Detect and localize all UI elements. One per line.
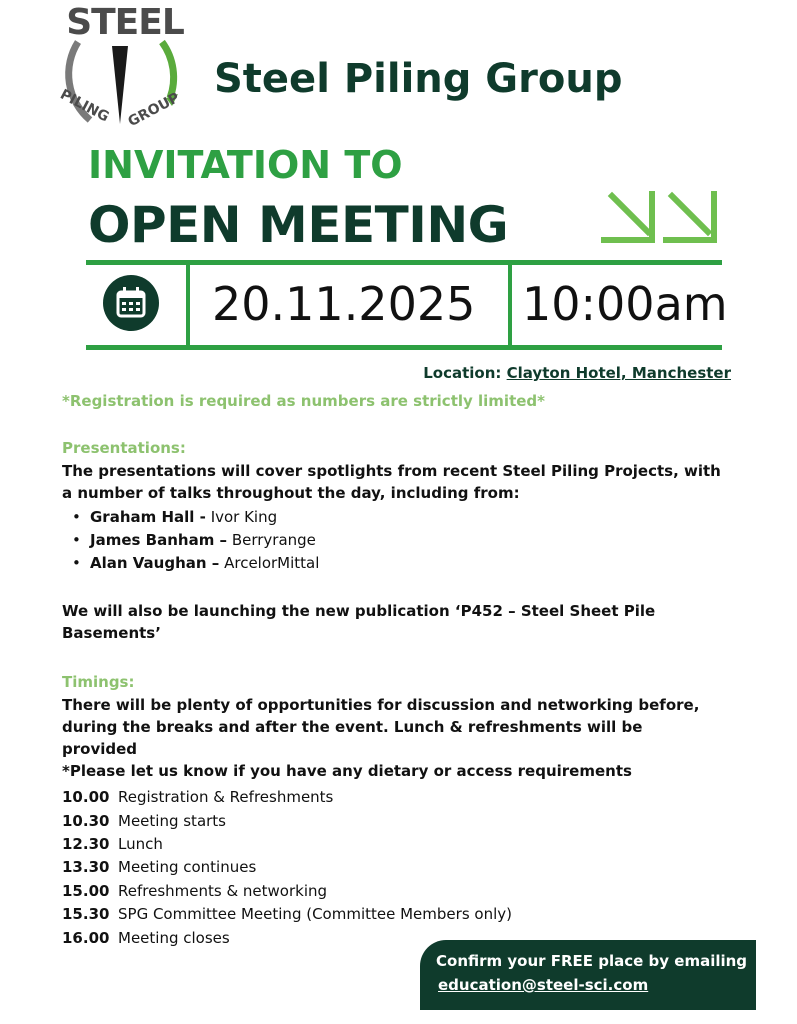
date-bar-divider (508, 260, 512, 350)
logo-text-steel: STEEL (66, 2, 184, 43)
presentations-intro (62, 460, 762, 504)
date-bar-bottom-border (86, 345, 722, 350)
org-name: Steel Piling Group (214, 56, 623, 102)
date-bar-divider (186, 260, 190, 350)
registration-note: *Registration is required as numbers are strictly limited* (62, 392, 545, 410)
schedule-desc: Registration & Refreshments (118, 788, 334, 806)
arrow-down-right-icon (600, 188, 724, 248)
speaker-company: ArcelorMittal (224, 554, 320, 572)
schedule-desc: Refreshments & networking (118, 882, 328, 900)
confirm-place-banner (420, 940, 756, 1010)
location-link[interactable]: Clayton Hotel, Manchester (506, 364, 731, 382)
schedule-desc: Lunch (118, 835, 163, 853)
schedule-desc: SPG Committee Meeting (Committee Members only) (118, 905, 512, 923)
speaker-name: Alan Vaughan – (90, 554, 220, 572)
schedule-desc: Meeting closes (118, 929, 230, 947)
speaker-name: Graham Hall - (90, 508, 206, 526)
timings-intro (62, 694, 762, 782)
schedule-time: 16.00 (62, 929, 110, 947)
schedule-item (62, 835, 163, 853)
schedule-time: 13.30 (62, 858, 110, 876)
publication-launch-line: We will also be launching the new publication ‘P452 – Steel Sheet Pile (62, 602, 656, 620)
schedule-item (62, 882, 327, 900)
logo-text-piling: PILING (57, 86, 112, 126)
heading-open-meeting: OPEN MEETING (88, 196, 509, 254)
schedule-item (62, 858, 256, 876)
timings-heading: Timings: (62, 673, 135, 691)
publication-launch-line: Basements’ (62, 624, 161, 642)
schedule-time: 12.30 (62, 835, 110, 853)
timings-intro-line: during the breaks and after the event. Lunch & refreshments will be (62, 718, 643, 736)
speaker-item (72, 531, 316, 549)
steel-piling-group-logo (50, 2, 190, 138)
schedule-item (62, 905, 512, 923)
schedule-time: 15.00 (62, 882, 110, 900)
dietary-note: *Please let us know if you have any dietary or access requirements (62, 762, 632, 780)
speaker-company: Ivor King (210, 508, 278, 526)
timings-intro-line: provided (62, 740, 138, 758)
schedule-time: 15.30 (62, 905, 110, 923)
presentations-intro-line: The presentations will cover spotlights from recent Steel Piling Projects, with (62, 462, 721, 480)
schedule-time: 10.00 (62, 788, 110, 806)
speaker-item (72, 554, 319, 572)
email-link[interactable]: education@steel-sci.com (438, 976, 649, 994)
bullet: • (72, 531, 81, 549)
schedule-time: 10.30 (62, 812, 110, 830)
location (423, 364, 731, 382)
timings-intro-line: There will be plenty of opportunities for discussion and networking before, (62, 696, 700, 714)
calendar-icon (103, 275, 159, 331)
schedule-desc: Meeting starts (118, 812, 226, 830)
presentations-heading: Presentations: (62, 439, 186, 457)
event-time: 10:00am (522, 277, 728, 331)
schedule-item (62, 929, 230, 947)
cta-text: Confirm your FREE place by emailing (436, 952, 748, 970)
bullet: • (72, 508, 81, 526)
speaker-name: James Banham – (90, 531, 228, 549)
schedule-item (62, 812, 226, 830)
logo-text-group: GROUP (125, 89, 183, 131)
event-date: 20.11.2025 (212, 277, 476, 331)
heading-invitation: INVITATION TO (88, 143, 403, 187)
schedule-desc: Meeting continues (118, 858, 257, 876)
location-label: Location: (423, 364, 502, 382)
date-bar-top-border (86, 260, 722, 265)
presentations-intro-line: a number of talks throughout the day, including from: (62, 484, 520, 502)
speaker-company: Berryrange (231, 531, 316, 549)
schedule-item (62, 788, 333, 806)
bullet: • (72, 554, 81, 572)
publication-launch (62, 600, 762, 644)
speaker-item (72, 508, 277, 526)
